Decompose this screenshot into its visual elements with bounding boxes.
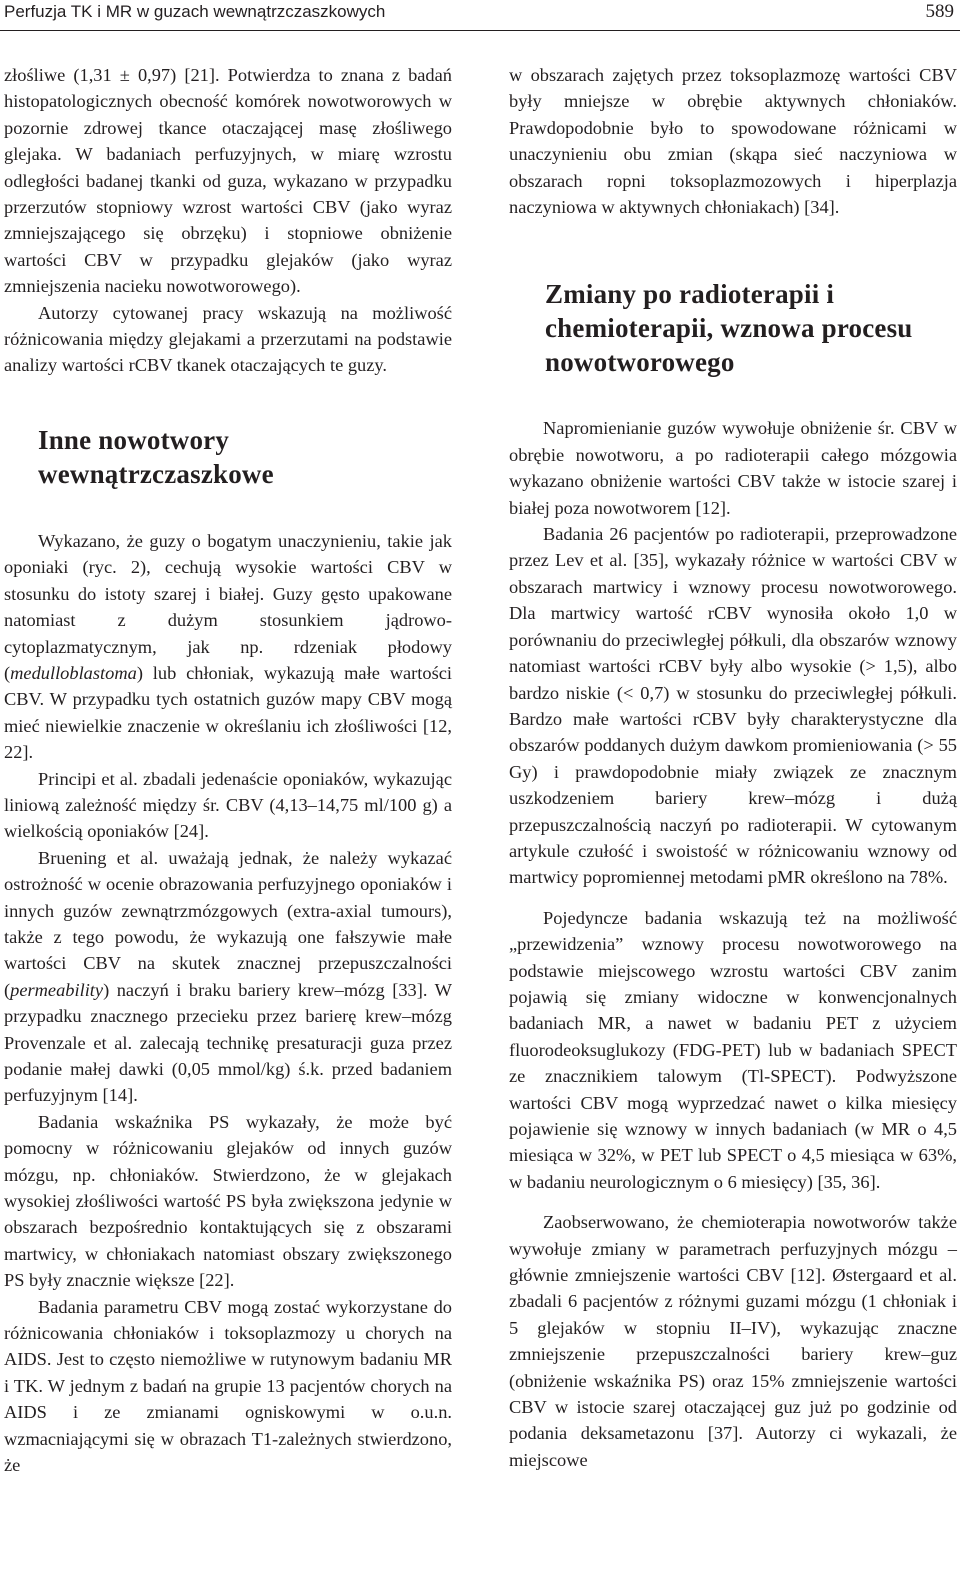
paragraph: Pojedyncze badania wskazują też na możliwość „przewidzenia” wznowy procesu nowotworowego na podstawie miejscowego wzrostu wartości CBV zanim pojawią się zmiany widoczne w konwencjonalnych badaniach MR, a nawet w badaniu PET z użyciem fluorodeoksuglukozy (FDG-PET) lub w badaniach SPECT ze znacznikiem talowym (Tl-SPECT). Podwyższone wartości CBV mogą wyprzedzać nawet o kilka miesięcy pojawienie się wznowy w innych badaniach (w MR o 4,5 miesiąca w 32%, w PET lub SPECT o 4,5 miesiąca w 63%, w badaniu neurologicznym o 6 miesięcy) [35, 36]. [509,907,957,1192]
paragraph: Wykazano, że guzy o bogatym unaczynieniu, takie jak oponiaki (ryc. 2), cechują wysokie wartości CBV w stosunku do istoty szarej i białej. Guzy gęsto upakowane natomiast z dużym stosunkiem jądrowo-cytoplazmatycznym, jak np. rdzeniak płodowy (medulloblastoma) lub chłoniak, wykazują małe wartości CBV. W przypadku tych ostatnich guzów mapy CBV mogą mieć niewielkie znaczenie w określaniu ich złośliwości [12, 22]. [4,530,452,763]
paragraph: Badania 26 pacjentów po radioterapii, przeprowadzone przez Lev et al. [35], wykazały różnice w wartości CBV w obszarach martwicy i wznowy procesu nowotworowego. Dla martwicy wartość rCBV wynosiła około 1,0 w porównaniu do przeciwległej półkuli, dla obszarów wznowy natomiast wartości rCBV były albo wysokie (> 1,5), albo bardzo niskie (< 0,7) w stosunku do przeciwległej półkuli. Bardzo małe wartości rCBV były charakterystyczne dla obszarów poddanych dużym dawkom promieniowania (> 55 Gy) i prawdopodobnie miały związek ze znacznym uszkodzeniem bariery krew–mózg i dużą przepuszczalnością naczyń po radioterapii. W cytowanym artykule czułość i swoistość w różnicowaniu wznowy od martwicy popromiennej metodami pMR określono na 78%. [509,524,957,888]
paragraph: Principi et al. zbadali jedenaście oponiaków, wykazując liniową zależność między śr. CBV (4,13–14,75 ml/100 g) a wielkością oponiaków [24]. [4,768,452,842]
paragraph: Badania parametru CBV mogą zostać wykorzystane do różnicowania chłoniaków i toksoplazmozy u chorych na AIDS. Jest to często niemożliwe w rutynowym badaniu MR i TK. W jednym z badań na grupie 13 pacjentów chorych na AIDS i ze zmianami ogniskowymi w o.u.n. wzmacniającymi się w obrazach T1-zależnych stwierdzono, że [4,1296,452,1476]
paragraph: Badania wskaźnika PS wykazały, że może być pomocny w różnicowaniu glejaków od innych guzów mózgu, np. chłoniaków. Stwierdzono, że w glejakach wysokiej złośliwości wartość PS była zwiększona jedynie w obszarach bezpośrednio kontaktujących się z obszarami martwicy, w chłoniakach natomiast obszary zwiększonego PS były znacznie większe [22]. [4,1111,452,1291]
paragraph: w obszarach zajętych przez toksoplazmozę wartości CBV były mniejsze w obrębie aktywnych chłoniaków. Prawdopodobnie było to spowodowane różnicami w unaczynieniu obu zmian (skąpa sieć naczyniowa w obszarach ropni toksoplazmozowych i hiperplazja naczyniowa w aktywnych chłoniakach) [34]. [509,65,957,218]
paragraph: Zaobserwowano, że chemioterapia nowotworów także wywołuje zmiany w parametrach perfuzyjnych mózgu – głównie zmniejszenie wartości CBV [12]. Østergaard et al. zbadali 6 pacjentów z różnymi guzami mózgu (1 chłoniak i 5 glejaków w stopniu II–IV), wykazując znaczne zmniejszenie przepuszczalności bariery krew–guz (obniżenie wskaźnika PS) oraz 15% zmniejszenie wartości CBV w istocie szarej otaczającej guz już po godzinie od podania deksametazonu [37]. Autorzy ci wykazali, że miejscowe [509,1212,957,1470]
running-title: Perfuzja TK i MR w guzach wewnątrzczaszkowych [4,2,386,21]
paragraph: Bruening et al. uważają jednak, że należy wykazać ostrożność w ocenie obrazowania perfuzyjnego oponiaków i innych guzów zewnątrzmózgowych (extra-axial tumours), także z tego powodu, że wykazują one fałszywie małe wartości CBV na skutek znacznej przepuszczalności (permeability) naczyń i braku bariery krew–mózg [33]. W przypadku znacznego przecieku przez barierę krew–mózg Provenzale et al. zalecają technikę presaturacji guza przez podanie małej dawki (0,05 mmol/kg) ś.k. przed badaniem perfuzyjnym [14]. [4,847,452,1106]
italic-term: medulloblastoma [10,662,137,683]
running-header [0,0,960,31]
right-column [509,62,957,1473]
paragraph: Napromienianie guzów wywołuje obniżenie śr. CBV w obrębie nowotworu, a po radioterapii całego mózgowia wykazano obniżenie wartości CBV także w istocie szarej i białej poza nowotworem [12]. [509,418,957,518]
paragraph: złośliwe (1,31 ± 0,97) [21]. Potwierdza to znana z badań histopatologicznych obecność komórek nowotworowych w pozornie zdrowej tkance otaczającej masę złośliwego glejaka. W badaniach perfuzyjnych, w miarę wzrostu odległości badanej tkanki od guza, wykazano w przypadku przerzutów stopniowy wzrost wartości CBV (jako wyraz zmniejszającego się obrzęku) i stopniowe obniżenie wartości CBV w przypadku glejaków (jako wyraz zmniejszenia nacieku nowotworowego). [4,65,452,297]
left-column [4,62,452,1479]
page-number: 589 [925,1,954,22]
section-heading: Zmiany po radioterapii i chemioterapii, wznowa procesu nowotworowego [545,279,913,378]
section-heading: Inne nowotwory wewnątrzczaszkowe [38,424,274,489]
italic-term: permeability [10,979,104,1000]
paragraph: Autorzy cytowanej pracy wskazują na możliwość różnicowania między glejakami a przerzutami na podstawie analizy wartości rCBV tkanek otaczających te guzy. [4,302,452,376]
